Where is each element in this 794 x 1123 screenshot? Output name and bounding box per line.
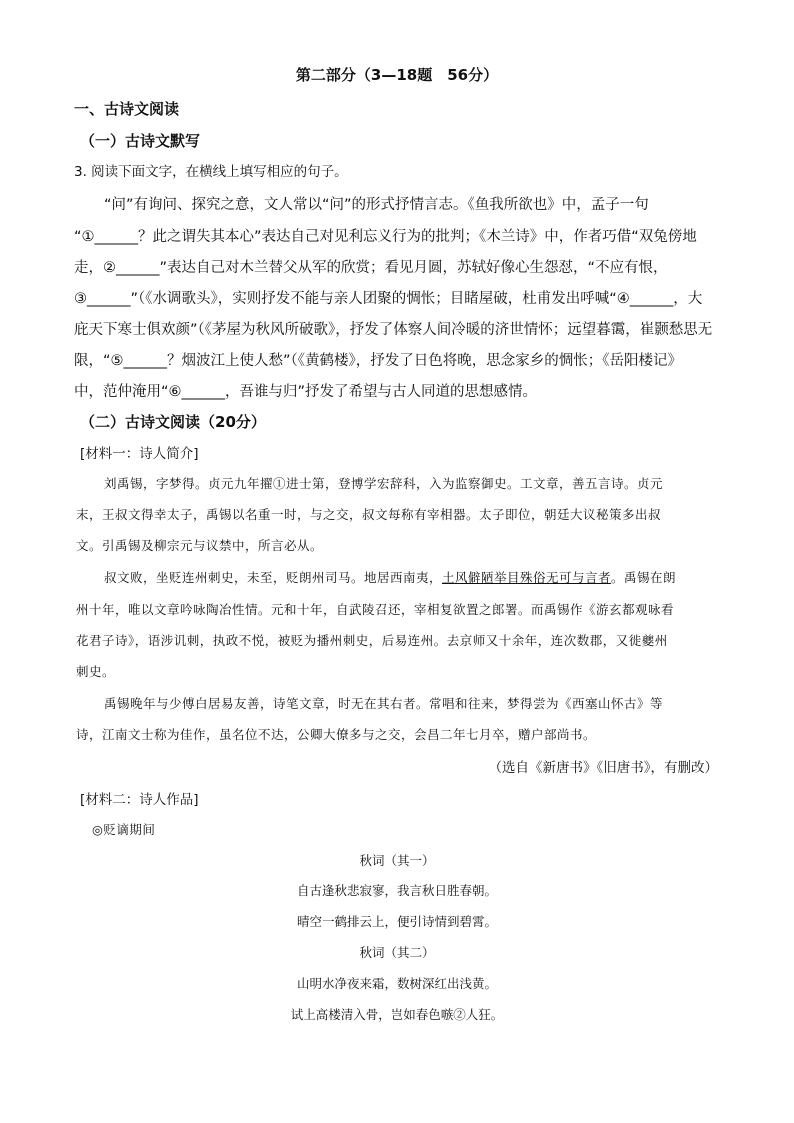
passage-line: 庇天下寒士俱欢颜”（《茅屋为秋风所破歌》，抒发了体察人间冷暖的济世情怀；远望暮霭，崔颢愁思无 [74, 322, 713, 338]
material-1-line: 州十年，唯以文章吟咏陶冶性情。元和十年，自武陵召还，宰相复欲置之郎署。而禹锡作《游玄都观咏看 [76, 602, 675, 617]
passage-line: “问”有询问、探究之意，文人常以“问”的形式抒情言志。《鱼我所欲也》中，孟子一句 [104, 197, 649, 213]
passage-line: 中，范仲淹用“⑥______，吾谁与归”抒发了希望与古人同道的思想感情。 [74, 384, 538, 400]
subsection-heading-dictation: （一）古诗文默写 [80, 132, 201, 150]
passage-line: 限，“⑤______？烟波江上使人愁”（《黄鹤楼》，抒发了日色将晚，思念家乡的惆怅；《岳阳楼记》 [74, 353, 683, 369]
poem-2-line: 山明水净夜来霜，数树深红出浅黄。 [296, 976, 497, 991]
material-1-line: 诗，江南文士称为佳作，虽名位不达，公卿大僚多与之交，会昌二年七月卒，赠户部尚书。 [76, 727, 597, 742]
material-1-line: 文。引禹锡及柳宗元与议禁中，所言必从。 [76, 538, 324, 553]
poem-1-title: 秋词（其一） [359, 853, 435, 868]
passage-line: ③______”（《水调歌头》，实则抒发不能与亲人团聚的惆怅；目睹屋破，杜甫发出呼喊“④______，大 [74, 291, 703, 307]
material-1-text: 叔文败，坐贬连州刺史，未至，贬朗州司马。地居西南夷， [104, 570, 443, 585]
passage-line: 走，②______”表达自己对木兰替父从军的欣赏；看见月圆，苏轼好像心生怨怼，“不应有恨， [74, 260, 668, 276]
question-3-prompt: 3. 阅读下面文字，在横线上填写相应的句子。 [74, 164, 348, 180]
source-citation: （选自《新唐书》《旧唐书》，有删改） [488, 760, 718, 776]
underlined-sentence: 土风僻陋举目殊俗无可与言者 [442, 570, 612, 585]
material-2-label: [材料二：诗人作品] [80, 792, 199, 808]
section-heading-classical-reading: 一、古诗文阅读 [74, 100, 180, 118]
poem-2-title: 秋词（其二） [359, 945, 435, 960]
material-1-line: 禹锡晚年与少傅白居易友善，诗笔文章，时无在其右者。常唱和往来，梦得尝为《西塞山怀古》等 [104, 696, 664, 711]
subsection-heading-reading: （二）古诗文阅读（20分） [80, 413, 266, 431]
period-label: ◎贬谪期间 [92, 822, 156, 837]
poem-1-line: 自古逢秋悲寂寥，我言秋日胜春朝。 [296, 883, 497, 898]
material-1-line: 刺史。 [76, 664, 116, 679]
material-1-text: 。禹锡在朗 [611, 570, 677, 585]
material-1-line: 末，王叔文得幸太子，禹锡以名重一时，与之交，叔文每称有宰相器。太子即位，朝廷大议秘策多出叔 [76, 507, 662, 522]
material-1-line-mixed [104, 568, 676, 586]
poem-1-line: 晴空一鹤排云上，便引诗情到碧霄。 [296, 914, 497, 929]
page-title: 第二部分（3—18题 56分） [295, 66, 499, 84]
material-1-line: 花君子诗》，语涉讥刺，执政不悦，被贬为播州刺史，后易连州。去京师又十余年，连次数郡，又徙夔州 [76, 633, 668, 648]
poem-2-line: 试上高楼清入骨，岂如春色嗾②人狂。 [290, 1007, 504, 1022]
material-1-label: [材料一：诗人简介] [80, 446, 199, 462]
material-1-line: 刘禹锡，字梦得。贞元九年擢①进士第，登博学宏辞科，入为监察御史。工文章，善五言诗。贞元 [104, 476, 664, 491]
passage-line: “①______？此之谓失其本心”表达自己对见利忘义行为的批判；《木兰诗》中，作者巧借“双兔傍地 [74, 229, 697, 245]
